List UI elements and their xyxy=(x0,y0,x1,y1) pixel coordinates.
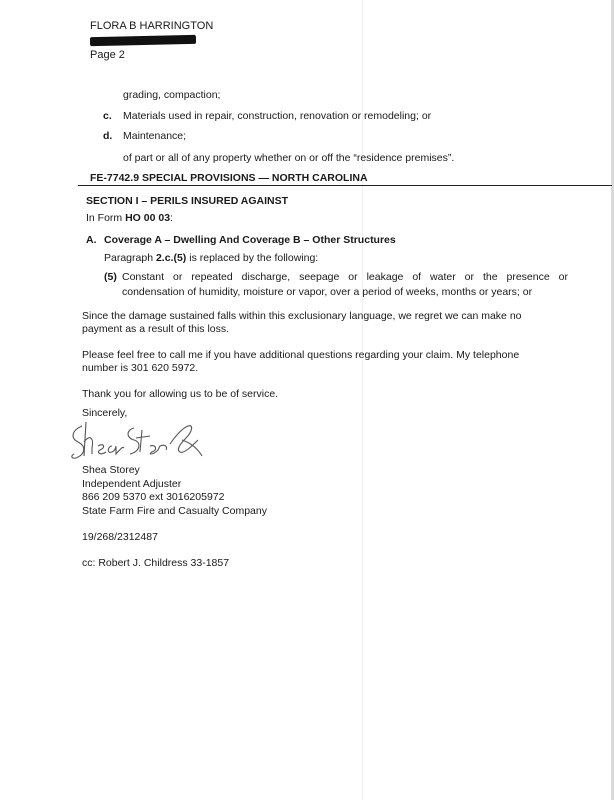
policy-line-of-part: of part or all of any property whether on or off the “residence premises”. xyxy=(123,152,455,164)
claim-reference: 19/268/2312487 xyxy=(82,531,158,543)
form-title: FE-7742.9 SPECIAL PROVISIONS — NORTH CAROLINA xyxy=(90,172,368,184)
body-para2-line2: number is 301 620 5972. xyxy=(82,362,199,374)
in-form-suffix: : xyxy=(170,212,173,224)
handwritten-signature xyxy=(64,416,214,464)
body-para2-line1: Please feel free to call me if you have additional questions regarding your claim. My telephone xyxy=(82,349,520,361)
paragraph-suffix: is replaced by the following: xyxy=(186,252,319,264)
item5-number: (5) xyxy=(104,271,117,283)
paragraph-prefix: Paragraph xyxy=(104,252,156,264)
policy-line-grading: grading, compaction; xyxy=(123,89,221,101)
item-d-text: Maintenance; xyxy=(123,130,187,142)
redacted-address xyxy=(90,35,196,46)
item5-line1: Constant or repeated discharge, seepage or leakage of water or the presence or xyxy=(122,271,568,283)
signer-phone: 866 209 5370 ext 3016205972 xyxy=(82,491,225,503)
section-title: SECTION I – PERILS INSURED AGAINST xyxy=(86,195,289,207)
item-c-text: Materials used in repair, construction, renovation or remodeling; or xyxy=(123,110,432,122)
body-para1-line2: payment as a result of this loss. xyxy=(82,323,230,335)
in-form-prefix: In Form xyxy=(86,212,126,224)
coverage-title: Coverage A – Dwelling And Coverage B – Other Structures xyxy=(104,234,396,246)
item-d-letter: d. xyxy=(103,130,113,142)
salutation: Sincerely, xyxy=(82,407,128,419)
paragraph-line xyxy=(104,252,318,265)
cc-line: cc: Robert J. Childress 33-1857 xyxy=(82,557,230,569)
coverage-letter: A. xyxy=(86,234,97,246)
signer-name: Shea Storey xyxy=(82,464,140,476)
item-c-letter: c. xyxy=(103,110,112,122)
body-para1-line1: Since the damage sustained falls within this exclusionary language, we regret we can make no xyxy=(82,310,522,322)
in-form-line xyxy=(86,212,173,225)
body-para3: Thank you for allowing us to be of service. xyxy=(82,388,279,400)
in-form-code: HO 00 03 xyxy=(125,212,171,224)
paragraph-ref: 2.c.(5) xyxy=(155,252,187,264)
page-number: Page 2 xyxy=(90,49,125,61)
signer-title: Independent Adjuster xyxy=(82,478,182,490)
form-title-rule xyxy=(78,185,612,186)
signer-company: State Farm Fire and Casualty Company xyxy=(82,505,267,517)
recipient-name: FLORA B HARRINGTON xyxy=(90,20,214,32)
item5-line2: condensation of humidity, moisture or vapor, over a period of weeks, months or years; or xyxy=(122,286,533,298)
